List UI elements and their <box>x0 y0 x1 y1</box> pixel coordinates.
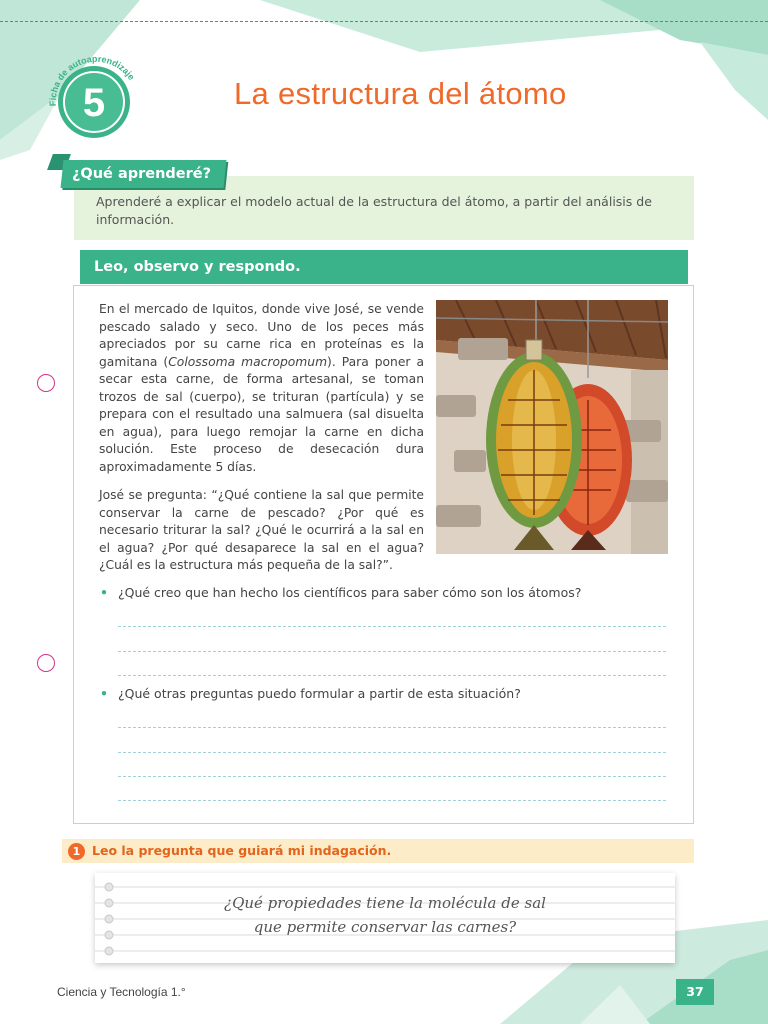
learn-tag-label: ¿Qué aprenderé? <box>72 166 212 182</box>
badge-number: 5 <box>82 81 106 125</box>
step-number: 1 <box>68 843 85 860</box>
answer-line[interactable] <box>118 727 666 728</box>
binder-hole <box>37 374 55 392</box>
guiding-question <box>95 891 675 939</box>
salted-fish-illustration <box>436 300 668 554</box>
section-heading: Leo, observo y respondo. <box>80 250 688 284</box>
page-title: La estructura del átomo <box>234 76 567 111</box>
guiding-question-line-1: ¿Qué propiedades tiene la molécula de sal <box>224 894 546 912</box>
answer-line[interactable] <box>118 675 666 676</box>
answer-line[interactable] <box>118 800 666 801</box>
step-heading: Leo la pregunta que guiará mi indagación. <box>62 839 694 863</box>
learn-text: Aprenderé a explicar el modelo actual de la estructura del átomo, a partir del análisis de información. <box>96 194 652 227</box>
guiding-question-line-2: que permite conservar las carnes? <box>253 918 517 936</box>
answer-line[interactable] <box>118 651 666 652</box>
guiding-question-note <box>95 873 675 963</box>
top-dashed-line <box>0 21 768 22</box>
activity-badge <box>44 54 152 150</box>
page-number: 37 <box>676 979 714 1005</box>
question-2 <box>100 686 660 701</box>
reading-paragraph-2: José se pregunta: “¿Qué contiene la sal que permite conservar la carne de pescado? ¿Por qué es necesario triturar la sal? ¿Qué le ocurrirá a la sal en el agua? ¿Por qué desaparece la sal en el agua? ¿Cuál es la estructura más pequeña de la sal?”. <box>99 488 424 572</box>
binder-hole <box>37 654 55 672</box>
question-1 <box>100 585 660 600</box>
footer-subject: Ciencia y Tecnología 1.° <box>57 985 186 999</box>
bullet: • <box>100 686 108 701</box>
answer-line[interactable] <box>118 752 666 753</box>
badge-arc-text: Ficha de autoaprendizaje <box>47 54 137 107</box>
learn-tag <box>61 160 227 188</box>
question-2-text: ¿Qué otras preguntas puedo formular a partir de esta situación? <box>118 686 521 701</box>
reading-paragraph-1: En el mercado de Iquitos, donde vive José, se vende pescado salado y seco. Uno de los peces más apreciados por su carne rica en proteínas es la gamitana (Colossoma macropomum). Para poner a secar esta carne, de forma artesanal, se toman trozos de sal (cuerpo), se trituran (partícula) y se prepara con el resultado una salmuera (sal disuelta en agua), para luego remojar la carne en dicha solución. Este proceso de desecación dura aproximadamente 5 días. <box>99 302 424 474</box>
answer-line[interactable] <box>118 776 666 777</box>
answer-line[interactable] <box>118 626 666 627</box>
question-1-text: ¿Qué creo que han hecho los científicos para saber cómo son los átomos? <box>118 585 582 600</box>
bullet: • <box>100 585 108 600</box>
